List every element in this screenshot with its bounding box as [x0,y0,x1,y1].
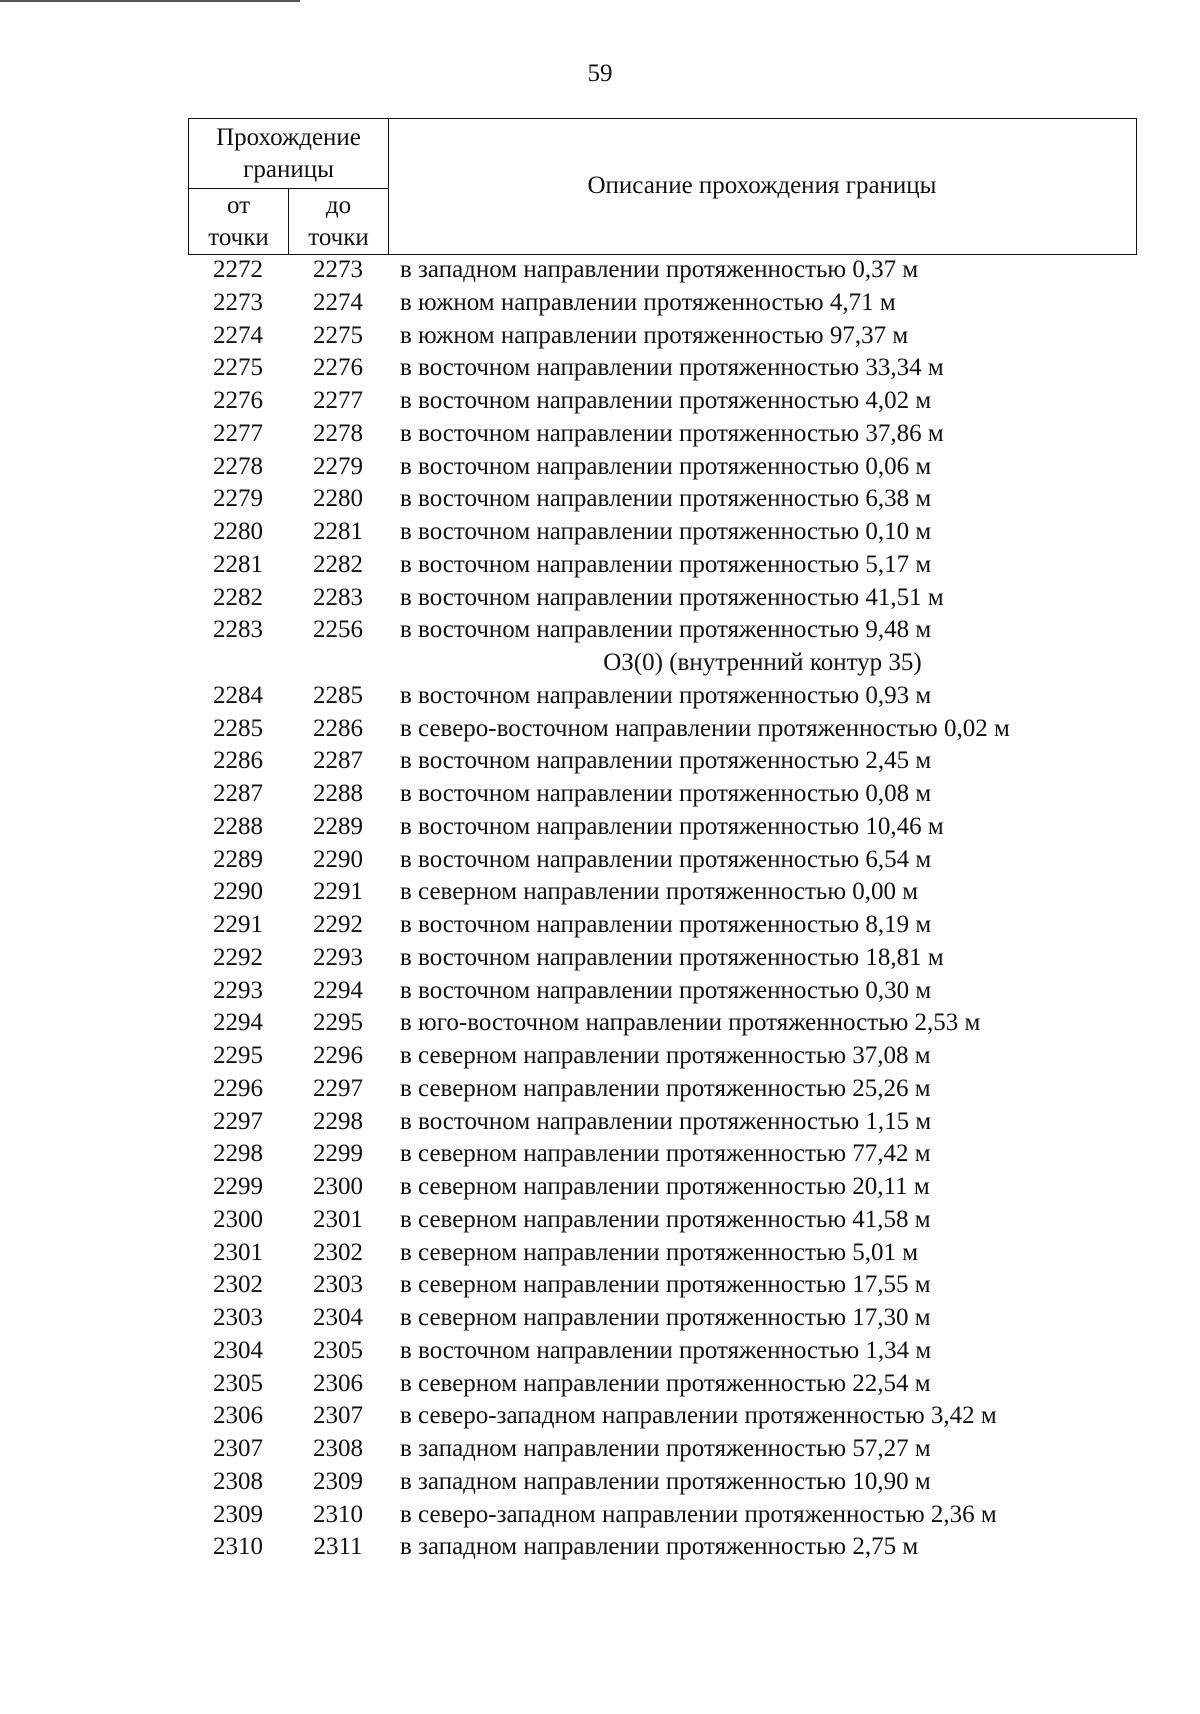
description-cell: в северо-восточном направлении протяженностью 0,02 м [400,714,1010,742]
to-point-cell: 2308 [313,1435,363,1462]
from-point-cell: 2305 [213,1369,263,1397]
table-row [188,1335,1137,1368]
table-row [188,1138,1137,1171]
from-point-cell: 2301 [213,1238,263,1266]
from-point-cell: 2277 [213,419,263,447]
to-point-cell: 2294 [313,976,363,1004]
to-point-cell: 2302 [313,1238,363,1266]
table-row [188,287,1137,320]
description-cell: в южном направлении протяженностью 4,71 м [400,288,896,316]
from-point-cell: 2280 [213,518,263,545]
table-row [188,942,1137,975]
description-cell: в восточном направлении протяженностью 2,45 м [400,747,932,775]
description-cell: в восточном направлении протяженностью 0,08 м [400,780,932,807]
from-point-cell: 2284 [213,681,263,709]
header-to-point [289,189,389,255]
table-row [188,1368,1137,1401]
from-point-cell: 2293 [213,976,263,1004]
table-row [188,352,1137,385]
description-cell: в восточном направлении протяженностью 18,81 м [400,943,944,971]
table-row [188,418,1137,451]
to-point-cell: 2275 [313,321,363,349]
to-point-cell: 2283 [313,583,363,611]
from-point-cell: 2274 [213,321,263,349]
description-cell: в восточном направлении протяженностью 9,48 м [400,616,932,644]
description-cell: в восточном направлении протяженностью 10,46 м [400,812,944,840]
description-cell: в северном направлении протяженностью 17,55 м [400,1271,931,1299]
table-row [188,582,1137,615]
to-point-cell: 2306 [313,1369,363,1397]
from-point-cell: 2298 [213,1140,263,1168]
table-row [188,1302,1137,1335]
to-point-cell: 2292 [313,911,363,938]
to-point-cell: 2274 [313,288,363,316]
to-point-cell: 2280 [313,485,363,513]
from-point-cell: 2290 [213,878,263,906]
table-row [188,483,1137,516]
table-row [188,1040,1137,1073]
from-point-cell: 2276 [213,387,263,414]
description-cell: в восточном направлении протяженностью 0,10 м [400,518,932,545]
table-row [188,811,1137,844]
description-cell: в восточном направлении протяженностью 4,02 м [400,387,932,414]
description-cell: в юго-восточном направлении протяженностью 2,53 м [400,1009,981,1037]
description-cell: в северном направлении протяженностью 41,58 м [400,1205,931,1233]
table-row [188,1237,1137,1270]
rows-group-b [188,680,1137,1564]
from-point-cell: 2300 [213,1205,263,1233]
header-to-point-line1: до [325,192,352,219]
description-cell: в восточном направлении протяженностью 0,30 м [400,976,932,1004]
header-from-point-line2: точки [208,224,269,251]
to-point-cell: 2299 [313,1140,363,1168]
table-row [188,614,1137,647]
to-point-cell: 2291 [313,878,363,906]
table-row [188,1106,1137,1139]
to-point-cell: 2290 [313,845,363,873]
table-row [188,516,1137,549]
description-cell: в восточном направлении протяженностью 41,51 м [400,583,944,611]
from-point-cell: 2303 [213,1304,263,1331]
table-row [188,1171,1137,1204]
header-boundary-passage-line1: Прохождение [216,123,361,151]
from-point-cell: 2304 [213,1336,263,1364]
table-row [188,1433,1137,1466]
description-cell: в западном направлении протяженностью 0,37 м [400,256,919,283]
from-point-cell: 2308 [213,1467,263,1495]
table-row [188,975,1137,1008]
description-cell: в западном направлении протяженностью 10,90 м [400,1467,931,1495]
to-point-cell: 2281 [313,518,363,545]
rows-group-a [188,254,1137,647]
page-number: 59 [587,60,613,87]
table-row [188,549,1137,582]
description-cell: в северном направлении протяженностью 5,01 м [400,1238,919,1266]
table-row [188,1204,1137,1237]
from-point-cell: 2278 [213,452,263,480]
description-cell: в западном направлении протяженностью 2,75 м [400,1533,919,1561]
to-point-cell: 2305 [313,1336,363,1364]
description-cell: в восточном направлении протяженностью 37,86 м [400,419,944,447]
table-row [188,320,1137,353]
header-to-point-line2: точки [308,224,369,251]
to-point-cell: 2310 [313,1500,363,1528]
from-point-cell: 2282 [213,583,263,611]
from-point-cell: 2283 [213,616,263,644]
description-cell: в восточном направлении протяженностью 5,17 м [400,550,932,578]
description-cell: в восточном направлении протяженностью 6,38 м [400,485,932,513]
to-point-cell: 2285 [313,681,363,709]
description-cell: в южном направлении протяженностью 97,37 м [400,321,909,349]
table-row [188,680,1137,713]
from-point-cell: 2281 [213,550,263,578]
header-from-point-line1: от [226,192,251,219]
table-row [188,254,1137,287]
from-point-cell: 2279 [213,485,263,513]
description-cell: в восточном направлении протяженностью 6,54 м [400,845,932,873]
from-point-cell: 2297 [213,1107,263,1135]
from-point-cell: 2309 [213,1500,263,1528]
description-cell: в восточном направлении протяженностью 33,34 м [400,354,944,382]
description-cell: в северном направлении протяженностью 0,00 м [400,878,919,906]
description-cell: в северном направлении протяженностью 22,54 м [400,1369,931,1397]
to-point-cell: 2296 [313,1042,363,1069]
table-row [188,844,1137,877]
to-point-cell: 2300 [313,1173,363,1200]
table-row [188,909,1137,942]
from-point-cell: 2294 [213,1009,263,1037]
from-point-cell: 2296 [213,1074,263,1102]
table-row [188,713,1137,746]
from-point-cell: 2310 [213,1533,263,1561]
from-point-cell: 2286 [213,747,263,775]
to-point-cell: 2304 [313,1304,363,1331]
from-point-cell: 2287 [213,780,263,807]
to-point-cell: 2276 [313,354,363,382]
from-point-cell: 2285 [213,714,263,742]
section-title: ОЗ(0) (внутренний контур 35) [603,649,922,676]
to-point-cell: 2279 [313,452,363,480]
description-cell: в северном направлении протяженностью 77,42 м [400,1140,931,1168]
from-point-cell: 2291 [213,911,263,938]
from-point-cell: 2288 [213,812,263,840]
table-row [188,451,1137,484]
to-point-cell: 2282 [313,550,363,578]
table-row [188,1269,1137,1302]
description-cell: в северном направлении протяженностью 25,26 м [400,1074,931,1102]
description-cell: в северном направлении протяженностью 20,11 м [400,1173,930,1200]
to-point-cell: 2293 [313,943,363,971]
description-cell: в северном направлении протяженностью 17,30 м [400,1304,931,1331]
table-row [188,1400,1137,1433]
to-point-cell: 2278 [313,419,363,447]
from-point-cell: 2302 [213,1271,263,1299]
from-point-cell: 2292 [213,943,263,971]
to-point-cell: 2309 [313,1467,363,1495]
to-point-cell: 2289 [313,812,363,840]
table-row [188,778,1137,811]
description-cell: в северном направлении протяженностью 37,08 м [400,1042,931,1069]
from-point-cell: 2306 [213,1402,263,1430]
header-boundary-passage-line2: границы [243,155,334,183]
description-cell: в северо-западном направлении протяженностью 2,36 м [400,1500,997,1528]
to-point-cell: 2277 [313,387,363,414]
description-cell: в восточном направлении протяженностью 0,06 м [400,452,932,480]
from-point-cell: 2273 [213,288,263,316]
header-from-point [189,189,289,255]
table-row [188,745,1137,778]
description-cell: в восточном направлении протяженностью 1,15 м [400,1107,932,1135]
to-point-cell: 2256 [313,616,363,644]
to-point-cell: 2295 [313,1009,363,1037]
from-point-cell: 2272 [213,256,263,283]
to-point-cell: 2301 [313,1205,363,1233]
to-point-cell: 2298 [313,1107,363,1135]
description-cell: в восточном направлении протяженностью 8,19 м [400,911,932,938]
description-cell: в восточном направлении протяженностью 1,34 м [400,1336,932,1364]
to-point-cell: 2288 [313,780,363,807]
description-cell: в северо-западном направлении протяженностью 3,42 м [400,1402,997,1430]
header-description: Описание прохождения границы [587,172,937,199]
table-row [188,1073,1137,1106]
table-row [188,1466,1137,1499]
description-cell: в восточном направлении протяженностью 0,93 м [400,681,932,709]
from-point-cell: 2299 [213,1173,263,1200]
to-point-cell: 2311 [313,1533,363,1561]
from-point-cell: 2289 [213,845,263,873]
table-row [188,1531,1137,1564]
to-point-cell: 2273 [313,256,363,283]
table-row [188,1499,1137,1532]
table-header [188,118,1137,255]
from-point-cell: 2307 [213,1435,263,1462]
to-point-cell: 2307 [313,1402,363,1430]
to-point-cell: 2303 [313,1271,363,1299]
table-row [188,385,1137,418]
to-point-cell: 2287 [313,747,363,775]
table-row [188,876,1137,909]
table-body [188,254,1137,1564]
from-point-cell: 2295 [213,1042,263,1069]
from-point-cell: 2275 [213,354,263,382]
table-row [188,1007,1137,1040]
to-point-cell: 2297 [313,1074,363,1102]
description-cell: в западном направлении протяженностью 57,27 м [400,1435,931,1462]
to-point-cell: 2286 [313,714,363,742]
header-boundary-passage [189,119,389,189]
scan-top-rule [0,0,300,2]
